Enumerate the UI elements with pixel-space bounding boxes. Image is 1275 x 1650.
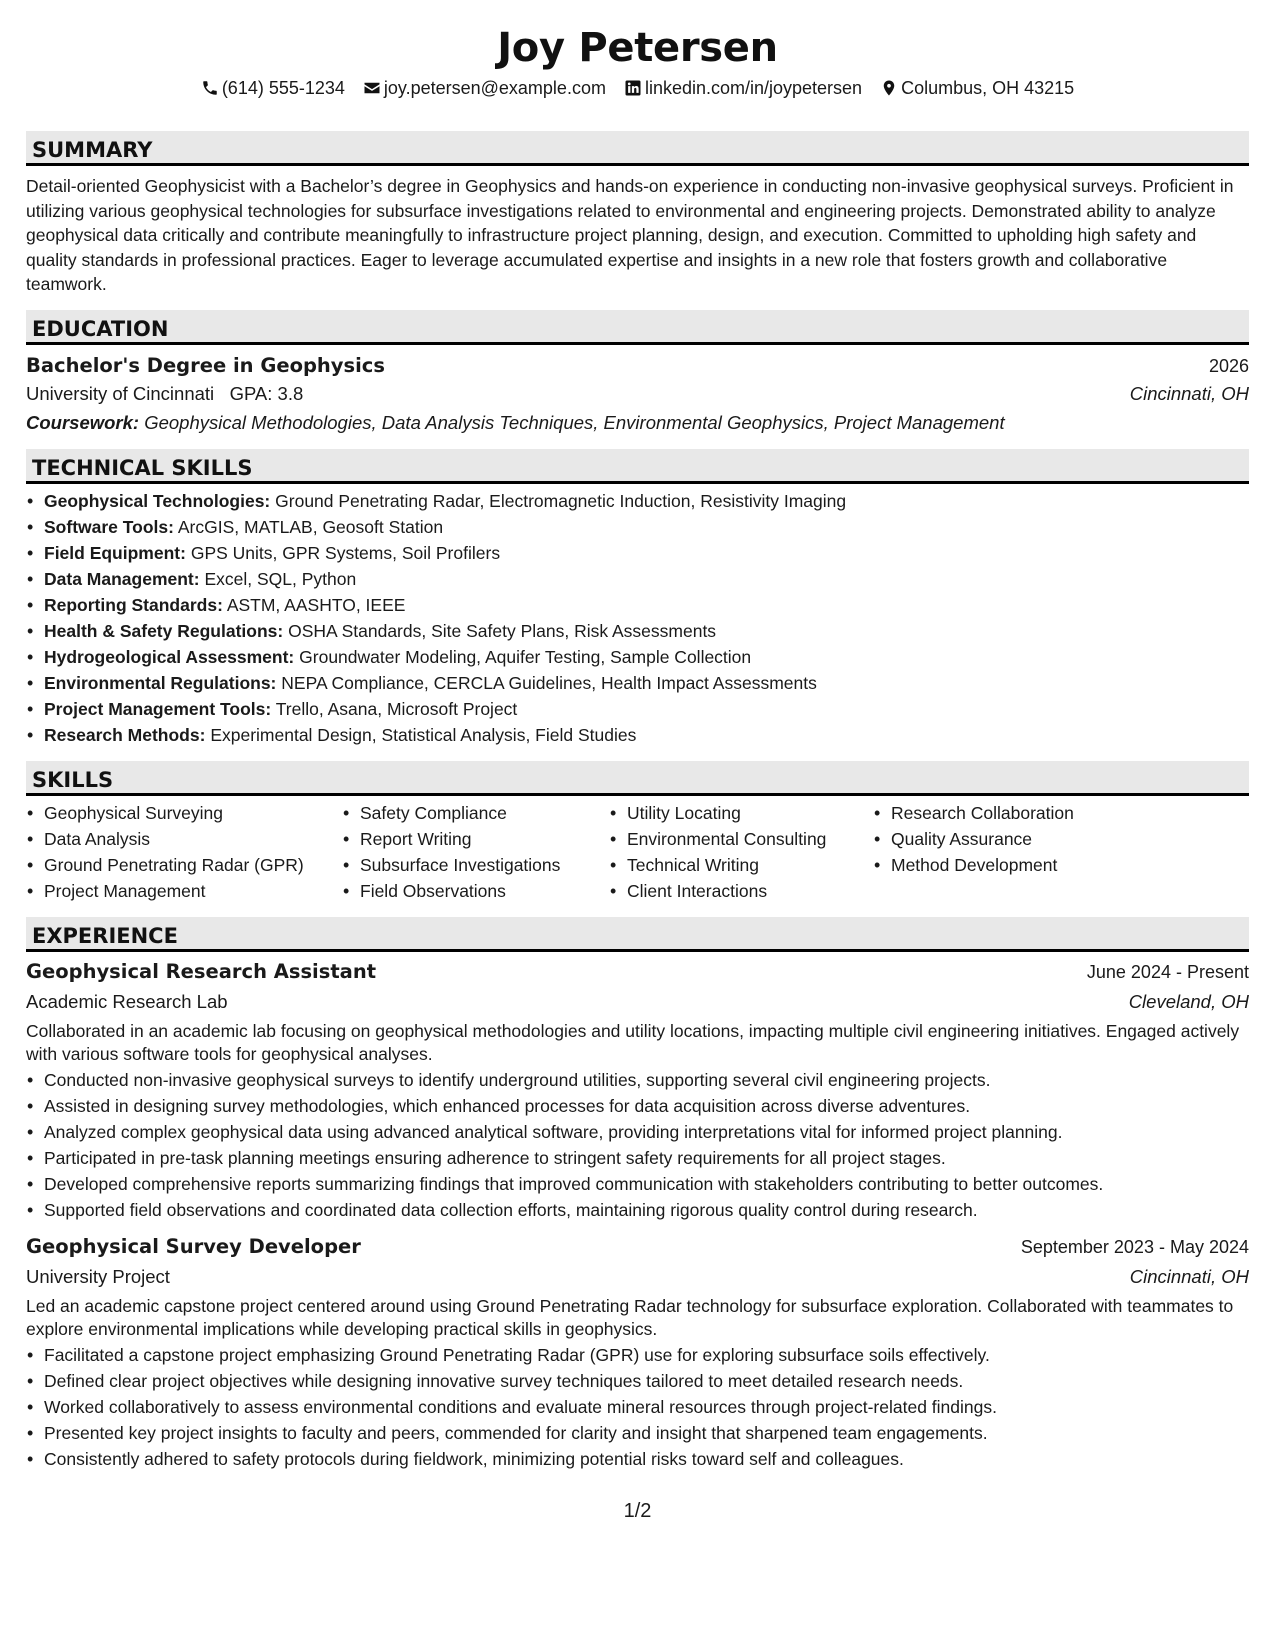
- list-item: • Field Observations: [360, 878, 609, 904]
- skills-heading: SKILLS: [26, 761, 1249, 796]
- contact-linkedin[interactable]: [624, 75, 862, 101]
- list-item: • Ground Penetrating Radar (GPR): [44, 852, 342, 878]
- school-name: University of Cincinnati: [26, 382, 215, 404]
- job-bullets: [26, 1342, 1249, 1472]
- list-item: • Research Collaboration: [891, 800, 1151, 826]
- skill-category: Geophysical Technologies:: [44, 490, 271, 511]
- list-item: • Technical Writing: [627, 852, 873, 878]
- skills-column-2: [342, 800, 609, 904]
- list-item: [44, 566, 1249, 592]
- job-title: Geophysical Survey Developer: [26, 1234, 361, 1258]
- page-number: 1/2: [623, 1500, 652, 1522]
- experience-heading: EXPERIENCE: [26, 917, 1249, 952]
- job-title: Geophysical Research Assistant: [26, 959, 377, 983]
- job-title-row: [26, 1233, 1249, 1261]
- skill-values: Groundwater Modeling, Aquifer Testing, Sample Collection: [299, 646, 752, 667]
- skill-category: Health & Safety Regulations:: [44, 620, 284, 641]
- skill-values: Experimental Design, Statistical Analysis, Field Studies: [210, 724, 637, 745]
- contact-bar: [26, 75, 1249, 101]
- job-summary: Led an academic capstone project centered around using Ground Penetrating Radar technology for subsurface exploration. Collaborated with teammates to explore environmental implications while developing practical skills in geophysics.: [26, 1295, 1234, 1339]
- skill-values: Excel, SQL, Python: [204, 568, 357, 589]
- list-item: [44, 670, 1249, 696]
- skill-category: Project Management Tools:: [44, 698, 272, 719]
- list-item: • Safety Compliance: [360, 800, 609, 826]
- coursework-line: [26, 410, 1249, 436]
- job-organization: University Project: [26, 1265, 170, 1287]
- list-item: • Utility Locating: [627, 800, 873, 826]
- list-item: [44, 540, 1249, 566]
- graduation-year: 2026: [1208, 355, 1249, 376]
- list-item: • Client Interactions: [627, 878, 873, 904]
- gpa: GPA: 3.8: [229, 382, 304, 404]
- linkedin-icon: [624, 79, 642, 97]
- list-item: [44, 514, 1249, 540]
- skill-values: OSHA Standards, Site Safety Plans, Risk Assessments: [288, 620, 717, 641]
- map-pin-icon: [880, 79, 898, 97]
- list-item: • Project Management: [44, 878, 342, 904]
- skills-column-3: [609, 800, 873, 904]
- list-item: • Environmental Consulting: [627, 826, 873, 852]
- list-item: • Analyzed complex geophysical data using advanced analytical software, providing interpretations vital for informed project planning.: [44, 1119, 1249, 1145]
- list-item: • Supported field observations and coordinated data collection efforts, maintaining rigorous quality control during research.: [44, 1197, 1249, 1223]
- skill-category: Reporting Standards:: [44, 594, 223, 615]
- education-school-row: [26, 381, 1249, 407]
- list-item: [44, 722, 1249, 748]
- contact-email[interactable]: [363, 75, 606, 101]
- linkedin-text: linkedin.com/in/joypetersen: [644, 78, 863, 98]
- job-summary: Collaborated in an academic lab focusing on geophysical methodologies and utility locations, impacting multiple civil engineering initiatives. Engaged actively with various software tools for geophysical analyses.: [26, 1020, 1240, 1064]
- school-location: Cincinnati, OH: [1129, 382, 1249, 404]
- list-item: • Participated in pre-task planning meetings ensuring adherence to stringent safety requirements for all project stages.: [44, 1145, 1249, 1171]
- skills-column-4: [873, 800, 1151, 904]
- job-entry-1: [26, 958, 1249, 1223]
- list-item: • Geophysical Surveying: [44, 800, 342, 826]
- job-bullets: [26, 1067, 1249, 1223]
- skill-values: ArcGIS, MATLAB, Geosoft Station: [177, 516, 444, 537]
- phone-text: (614) 555-1234: [221, 78, 345, 98]
- technical-skills-list: [26, 488, 1249, 748]
- list-item: • Assisted in designing survey methodologies, which enhanced processes for data acquisition across diverse adventures.: [44, 1093, 1249, 1119]
- list-item: [44, 618, 1249, 644]
- list-item: • Report Writing: [360, 826, 609, 852]
- job-dates: June 2024 - Present: [1086, 961, 1249, 982]
- job-title-row: [26, 958, 1249, 986]
- skill-category: Hydrogeological Assessment:: [44, 646, 295, 667]
- skill-category: Field Equipment:: [44, 542, 186, 563]
- education-title-row: [26, 353, 1249, 379]
- job-org-row: [26, 1263, 1249, 1291]
- list-item: [44, 644, 1249, 670]
- list-item: • Consistently adhered to safety protocols during fieldwork, minimizing potential risks toward self and colleagues.: [44, 1446, 1249, 1472]
- skill-values: ASTM, AASHTO, IEEE: [226, 594, 406, 615]
- skill-values: NEPA Compliance, CERCLA Guidelines, Health Impact Assessments: [281, 672, 817, 693]
- list-item: [44, 488, 1249, 514]
- technical-skills-heading: TECHNICAL SKILLS: [26, 449, 1249, 484]
- job-dates: September 2023 - May 2024: [1020, 1236, 1249, 1257]
- location-text: Columbus, OH 43215: [901, 78, 1075, 98]
- list-item: • Defined clear project objectives while designing innovative survey techniques tailored to meet detailed research needs.: [44, 1368, 1249, 1394]
- email-text: joy.petersen@example.com: [383, 78, 606, 98]
- list-item: • Subsurface Investigations: [360, 852, 609, 878]
- list-item: • Conducted non-invasive geophysical surveys to identify underground utilities, supporting several civil engineering projects.: [44, 1067, 1249, 1093]
- coursework-list: Geophysical Methodologies, Data Analysis Techniques, Environmental Geophysics, Project Management: [144, 411, 1005, 433]
- job-organization: Academic Research Lab: [26, 990, 228, 1012]
- degree-title: Bachelor's Degree in Geophysics: [26, 353, 385, 377]
- skills-column-1: [26, 800, 342, 904]
- summary-text: Detail-oriented Geophysicist with a Bachelor’s degree in Geophysics and hands-on experience in conducting non-invasive geophysical surveys. Proficient in utilizing various geophysical technologies for subsurface investigations related to environmental and engineering projects. Demonstrated ability to analyze geophysical data critically and contribute meaningfully to infrastructure project planning, design, and execution. Committed to upholding high safety and quality standards in professional practices. Eager to leverage accumulated expertise and insights in a new role that fosters growth and collaborative teamwork.: [26, 176, 1234, 294]
- skill-category: Research Methods:: [44, 724, 206, 745]
- list-item: • Developed comprehensive reports summarizing findings that improved communication with stakeholders contributing to better outcomes.: [44, 1171, 1249, 1197]
- list-item: • Presented key project insights to faculty and peers, commended for clarity and insight that sharpened team engagements.: [44, 1420, 1249, 1446]
- skill-category: Data Management:: [44, 568, 200, 589]
- skill-values: GPS Units, GPR Systems, Soil Profilers: [190, 542, 501, 563]
- list-item: [44, 592, 1249, 618]
- job-location: Cincinnati, OH: [1129, 1265, 1249, 1287]
- coursework-label: Coursework:: [26, 411, 140, 433]
- candidate-name: Joy Petersen: [497, 25, 778, 71]
- skill-category: Environmental Regulations:: [44, 672, 277, 693]
- school-line: [26, 381, 303, 407]
- skill-values: Trello, Asana, Microsoft Project: [275, 698, 518, 719]
- envelope-icon: [363, 79, 381, 97]
- list-item: [44, 696, 1249, 722]
- list-item: • Quality Assurance: [891, 826, 1151, 852]
- phone-icon: [201, 79, 219, 97]
- education-heading: EDUCATION: [26, 310, 1249, 345]
- contact-location: [880, 75, 1074, 101]
- summary-heading: SUMMARY: [26, 131, 1249, 166]
- list-item: • Data Analysis: [44, 826, 342, 852]
- contact-phone: [201, 75, 345, 101]
- job-entry-2: [26, 1233, 1249, 1472]
- skills-grid: [26, 800, 1249, 904]
- list-item: • Worked collaboratively to assess environmental conditions and evaluate mineral resources through project-related findings.: [44, 1394, 1249, 1420]
- skill-category: Software Tools:: [44, 516, 174, 537]
- job-location: Cleveland, OH: [1128, 990, 1249, 1012]
- job-org-row: [26, 988, 1249, 1016]
- list-item: • Facilitated a capstone project emphasizing Ground Penetrating Radar (GPR) use for exploring subsurface soils effectively.: [44, 1342, 1249, 1368]
- list-item: • Method Development: [891, 852, 1151, 878]
- skill-values: Ground Penetrating Radar, Electromagnetic Induction, Resistivity Imaging: [275, 490, 847, 511]
